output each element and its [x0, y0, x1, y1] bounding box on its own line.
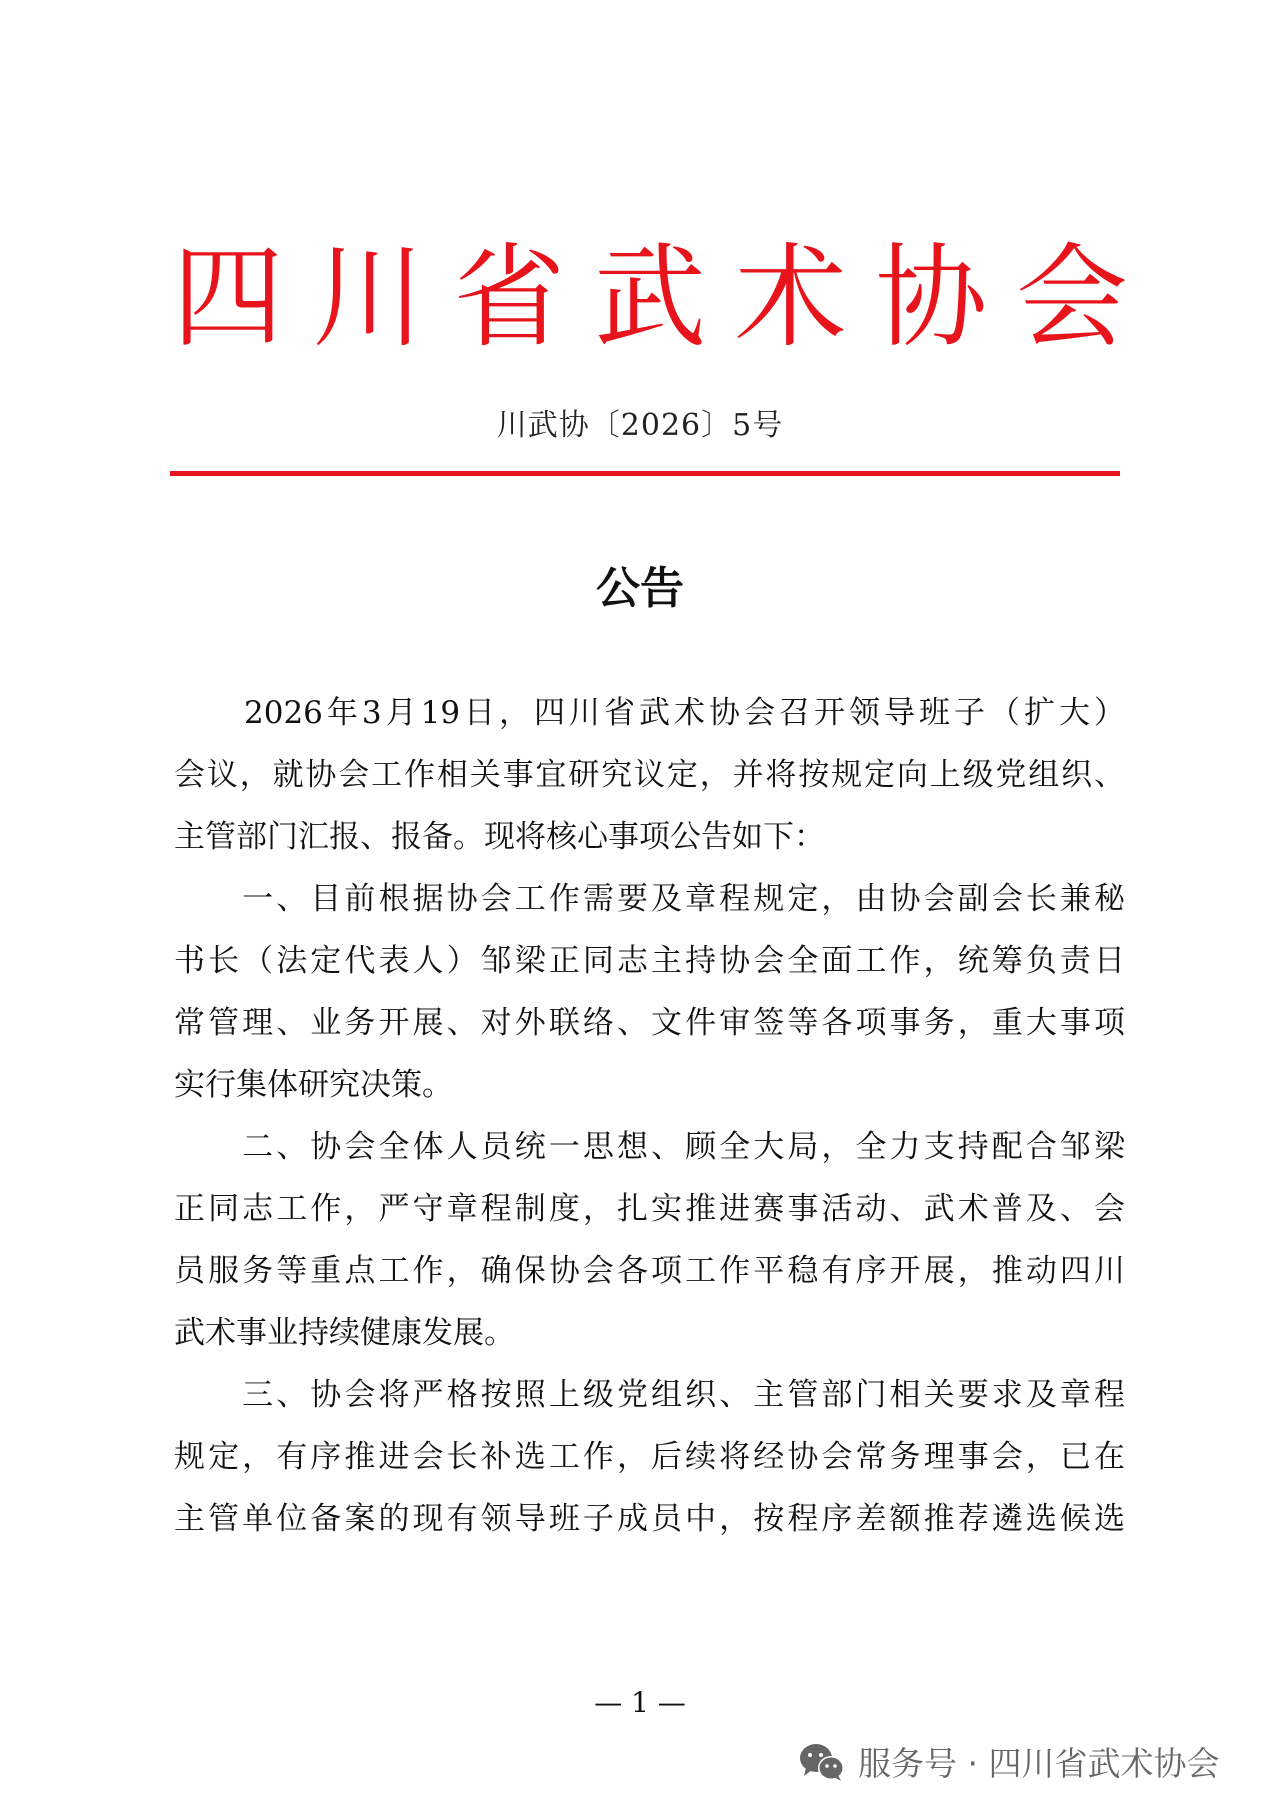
- paragraph-line: 会议，就协会工作相关事宜研究议定，并将按规定向上级党组织、: [174, 757, 1125, 793]
- paragraph-line: 主管单位备案的现有领导班子成员中，按程序差额推荐遴选候选: [174, 1501, 1125, 1537]
- document-number: 川武协〔2026〕5号: [496, 408, 784, 443]
- paragraph-line: 二、协会全体人员统一思想、顾全大局，全力支持配合邹梁: [174, 1129, 1125, 1165]
- letterhead-char: 协: [875, 233, 988, 363]
- watermark: [798, 1738, 1219, 1785]
- paragraph-line: 规定，有序推进会长补选工作，后续将经协会常务理事会，已在: [174, 1439, 1125, 1475]
- letterhead-char: 武: [593, 233, 706, 363]
- letterhead-char: 川: [312, 233, 425, 363]
- paragraph-line: 书长（法定代表人）邹梁正同志主持协会全面工作，统筹负责日: [174, 943, 1125, 979]
- paragraph-line: 2026年3月19日，四川省武术协会召开领导班子（扩大）: [174, 695, 1125, 731]
- paragraph-line: 员服务等重点工作，确保协会各项工作平稳有序开展，推动四川: [174, 1253, 1125, 1289]
- page-number: — 1 —: [594, 1686, 686, 1719]
- document-body: [174, 690, 1125, 1558]
- letterhead-char: 术: [734, 233, 847, 363]
- document-heading: 公告: [596, 563, 684, 614]
- letterhead-title: [172, 233, 1128, 363]
- paragraph-line: 武术事业持续健康发展。: [174, 1315, 515, 1351]
- watermark-text: 服务号 · 四川省武术协会: [858, 1744, 1220, 1783]
- letterhead-char: 省: [453, 233, 566, 363]
- paragraph-line: 正同志工作，严守章程制度，扎实推进赛事活动、武术普及、会: [174, 1191, 1125, 1227]
- red-divider: [170, 471, 1120, 476]
- wechat-icon: [798, 1742, 846, 1782]
- letterhead-char: 会: [1015, 233, 1128, 363]
- paragraph-line: 三、协会将严格按照上级党组织、主管部门相关要求及章程: [174, 1377, 1125, 1413]
- paragraph-line: 常管理、业务开展、对外联络、文件审签等各项事务，重大事项: [174, 1005, 1125, 1041]
- paragraph-line: 主管部门汇报、报备。现将核心事项公告如下：: [174, 819, 825, 855]
- letterhead-char: 四: [172, 233, 284, 363]
- paragraph-line: 实行集体研究决策。: [174, 1067, 453, 1103]
- paragraph-line: 一、目前根据协会工作需要及章程规定，由协会副会长兼秘: [174, 881, 1125, 917]
